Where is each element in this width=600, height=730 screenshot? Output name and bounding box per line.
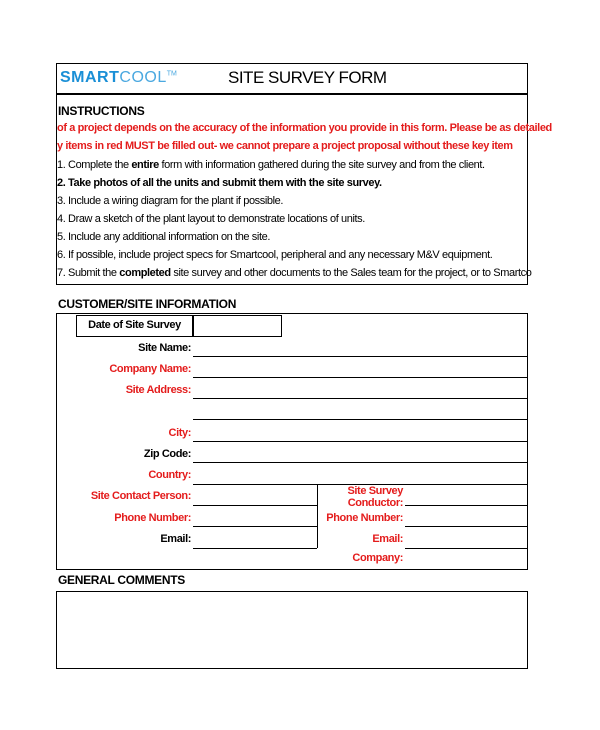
site-address-label: Site Address: — [125, 384, 191, 396]
instructions-heading: INSTRUCTIONS — [58, 104, 145, 118]
company-right-label: Company: — [352, 552, 403, 564]
survey-conductor-line-1: Site Survey — [347, 485, 403, 497]
phone-number-right-field[interactable] — [405, 526, 527, 527]
site-address-field-2[interactable] — [193, 419, 527, 420]
instruction-item-2: 2. Take photos of all the units and submit them with the site survey. — [57, 177, 382, 189]
general-comments-heading: GENERAL COMMENTS — [58, 573, 185, 587]
company-name-label: Company Name: — [109, 363, 191, 375]
page-title: SITE SURVEY FORM — [228, 68, 387, 87]
instruction-item-6: 6. If possible, include project specs for Smartcool, peripheral and any necessary M&V equipment. — [57, 249, 493, 261]
logo-tm: TM — [166, 70, 177, 78]
item1-prefix: 1. Complete the — [57, 159, 132, 171]
phone-number-left-field[interactable] — [193, 526, 317, 527]
phone-number-right-label: Phone Number: — [326, 512, 403, 524]
smartcool-logo — [60, 69, 177, 87]
date-label: Date of Site Survey — [88, 319, 181, 331]
customer-heading: CUSTOMER/SITE INFORMATION — [58, 297, 237, 311]
phone-number-left-label: Phone Number: — [114, 512, 191, 524]
logo-text-bold: SMART — [60, 69, 120, 86]
site-contact-person-field[interactable] — [193, 505, 317, 506]
survey-conductor-field[interactable] — [405, 505, 527, 506]
company-name-field[interactable] — [193, 377, 527, 378]
logo-text-light: COOL — [119, 69, 167, 86]
site-address-field[interactable] — [193, 398, 527, 399]
city-field[interactable] — [193, 441, 527, 442]
zip-code-field[interactable] — [193, 462, 527, 463]
item7-prefix: 7. Submit the — [57, 267, 120, 279]
item7-bold: completed — [119, 267, 171, 279]
email-left-field[interactable] — [193, 548, 317, 549]
instruction-item-3: 3. Include a wiring diagram for the plant if possible. — [57, 195, 284, 207]
email-right-field[interactable] — [405, 548, 527, 549]
country-label: Country: — [148, 469, 191, 481]
item7-suffix: site survey and other documents to the Sales team for the project, or to Smartco — [170, 267, 532, 279]
instructions-red-line-1: of a project depends on the accuracy of the information you provide in this form. Please be as detailed — [57, 122, 552, 134]
site-contact-person-label: Site Contact Person: — [90, 490, 191, 502]
instruction-item-7 — [57, 267, 532, 279]
general-comments-field[interactable] — [56, 591, 528, 669]
instruction-item-1 — [57, 159, 527, 171]
site-name-label: Site Name: — [138, 342, 191, 354]
survey-conductor-line-2: Conductor: — [347, 497, 403, 509]
date-field[interactable] — [193, 315, 282, 337]
instruction-item-4: 4. Draw a sketch of the plant layout to demonstrate locations of units. — [57, 213, 365, 225]
item1-bold: entire — [131, 159, 159, 171]
email-left-label: Email: — [160, 533, 191, 545]
site-survey-conductor-label — [320, 485, 403, 509]
column-divider — [317, 484, 318, 548]
site-name-field[interactable] — [193, 356, 527, 357]
email-right-label: Email: — [372, 533, 403, 545]
city-label: City: — [168, 427, 191, 439]
instruction-item-5: 5. Include any additional information on the site. — [57, 231, 270, 243]
zip-code-label: Zip Code: — [143, 448, 191, 460]
item1-suffix: form with information gathered during the site survey and from the client. — [158, 159, 485, 171]
instructions-red-line-2: y items in red MUST be filled out- we cannot prepare a project proposal without these key item — [57, 140, 513, 152]
